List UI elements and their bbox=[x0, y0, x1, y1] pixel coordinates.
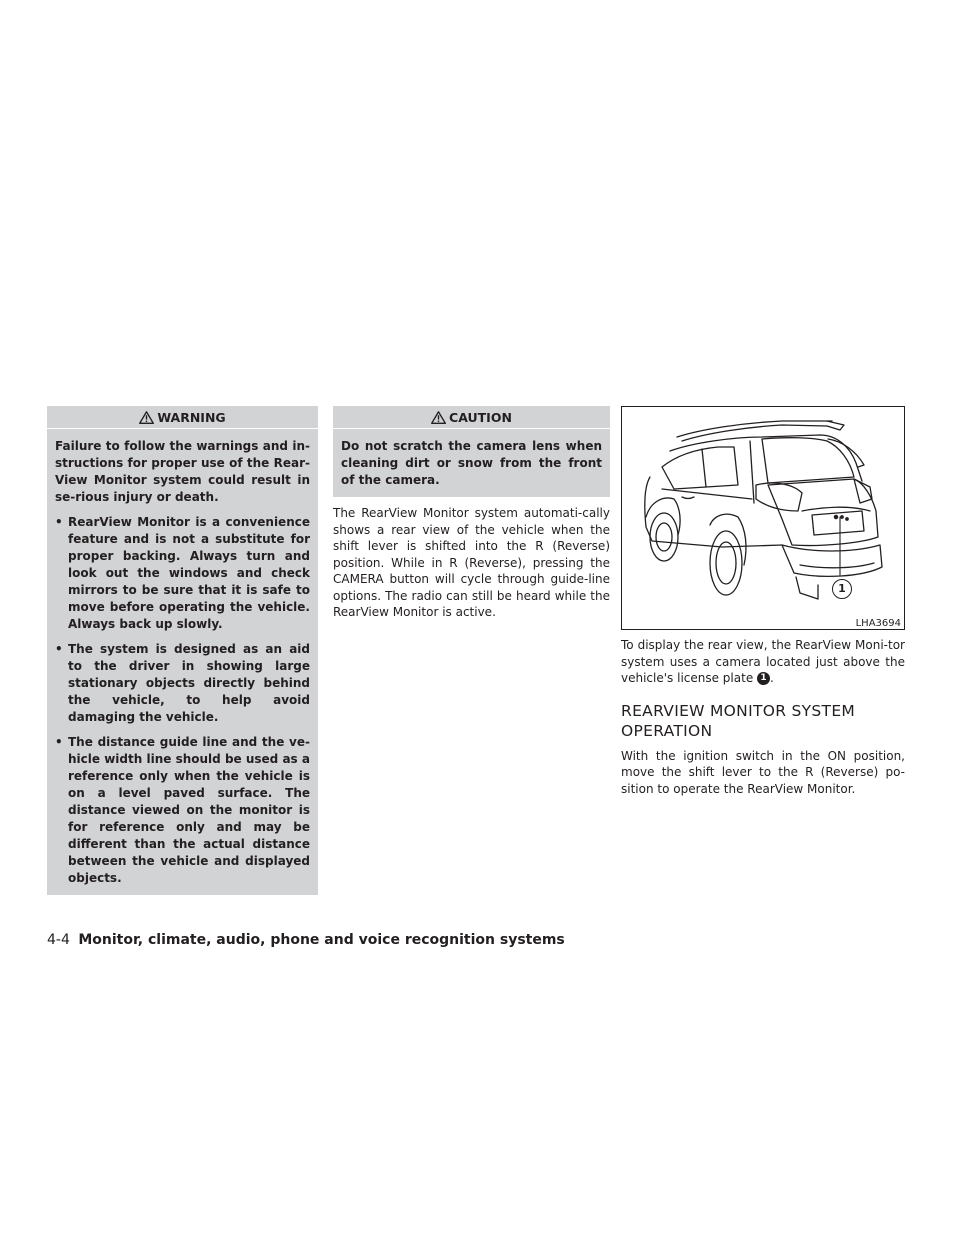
page-number: 4-4 bbox=[47, 932, 70, 948]
warning-box bbox=[47, 406, 318, 895]
warning-triangle-icon bbox=[139, 411, 154, 424]
caution-column bbox=[333, 406, 610, 621]
warning-bullet-list bbox=[55, 514, 310, 887]
caution-body bbox=[333, 429, 610, 497]
figure-caption-text: To display the rear view, the RearView Moni-tor system uses a camera located just above the vehicle's license plate bbox=[621, 638, 905, 685]
section-heading-line1: REARVIEW MONITOR SYSTEM bbox=[621, 701, 856, 720]
warning-bullet: • The distance guide line and the ve-hicle width line should be used as a reference only when the vehicle is on a level paved surface. The distance viewed on the monitor is for reference only and may be different than the actual distance between the vehicle and displayed objects. bbox=[55, 734, 310, 887]
figure-caption bbox=[621, 637, 905, 687]
callout-1-inline: 1 bbox=[757, 672, 770, 685]
warning-column bbox=[47, 406, 318, 895]
warning-heading: WARNING bbox=[157, 410, 226, 425]
rearview-description: The RearView Monitor system automati-cally shows a rear view of the vehicle when the shift lever is shifted into the R (Reverse) position. While in R (Reverse), pressing the CAMERA button will cycle through guide-line options. The radio can still be heard while the RearView Monitor is active. bbox=[333, 506, 610, 619]
warning-bullet: • The system is designed as an aid to the driver in showing large stationary objects directly behind the vehicle, to help avoid damaging the vehicle. bbox=[55, 641, 310, 726]
warning-header bbox=[47, 406, 318, 429]
vehicle-rear-illustration bbox=[621, 406, 905, 630]
caution-heading: CAUTION bbox=[449, 410, 512, 425]
caution-header bbox=[333, 406, 610, 429]
warning-bullet: • RearView Monitor is a convenience feature and is not a substitute for proper backing. Always turn and look out the windows and check mirrors to be sure that it is safe to move before operating the vehicle. Always back up slowly. bbox=[55, 514, 310, 633]
section-heading-line2: OPERATION bbox=[621, 721, 713, 740]
figure-column bbox=[621, 406, 905, 797]
section-text: With the ignition switch in the ON position, move the shift lever to the R (Reverse) po-sition to operate the RearView Monitor. bbox=[621, 748, 905, 796]
figure-code: LHA3694 bbox=[855, 618, 901, 629]
caution-box bbox=[333, 406, 610, 497]
warning-body bbox=[47, 429, 318, 895]
warning-triangle-icon bbox=[431, 411, 446, 424]
callout-1: 1 bbox=[832, 579, 852, 599]
figure-caption-end: . bbox=[770, 671, 774, 685]
page-footer bbox=[47, 932, 565, 948]
section-heading bbox=[621, 701, 905, 741]
caution-text: Do not scratch the camera lens when cleaning dirt or snow from the front of the camera. bbox=[341, 439, 602, 487]
suv-rear-drawing bbox=[622, 407, 904, 629]
chapter-title: Monitor, climate, audio, phone and voice recognition systems bbox=[78, 932, 565, 948]
warning-intro: Failure to follow the warnings and in-structions for proper use of the Rear-View Monitor system could result in se-rious injury or death. bbox=[55, 439, 310, 504]
